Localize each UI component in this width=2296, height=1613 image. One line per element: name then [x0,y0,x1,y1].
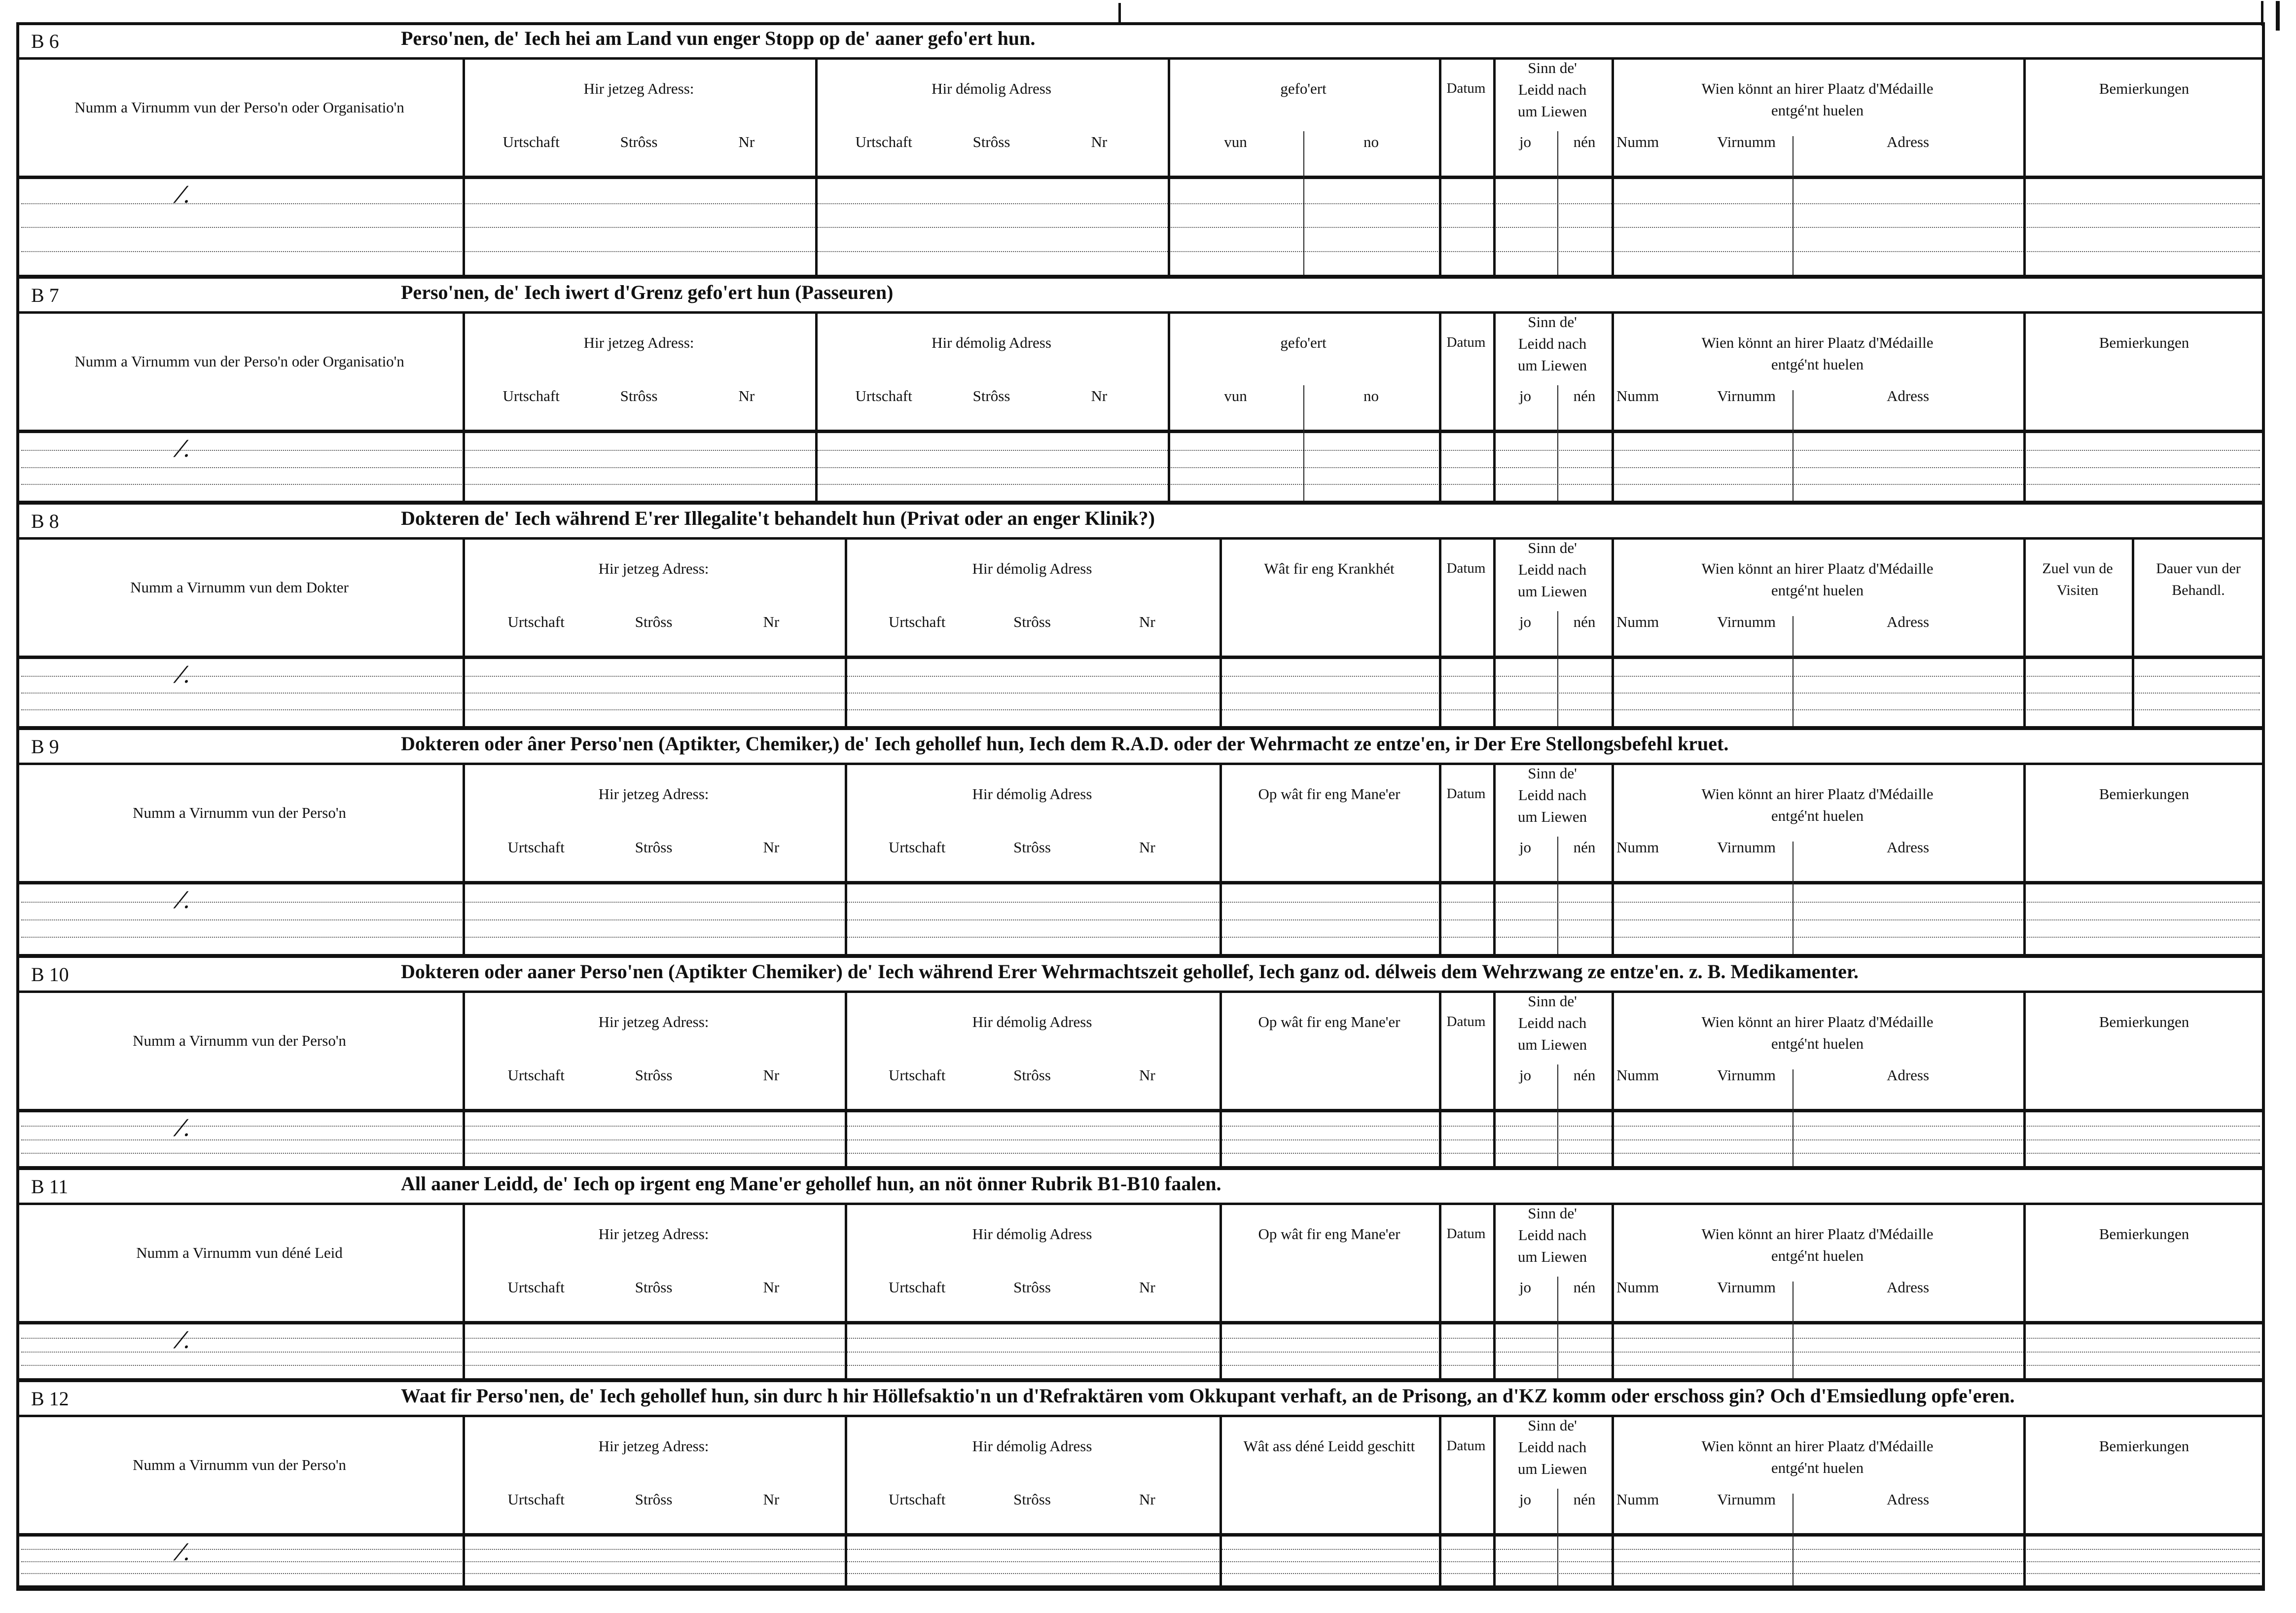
writing-line[interactable] [21,450,2260,451]
writing-line[interactable] [21,1549,2260,1550]
adress-header: Adress [1886,1491,1930,1508]
scan-mark [2276,1,2280,31]
sinn-header-1: Sinn de' [1528,992,1577,1010]
urtschaft-header: Urtschaft [888,1279,946,1296]
vun-header: vun [1224,133,1247,150]
stross-header: Strôss [635,613,673,630]
former-address-header: Hir démolig Adress [932,334,1051,351]
sinn-header-2: Leidd nach [1518,561,1587,578]
sinn-header-1: Sinn de' [1528,1417,1577,1434]
adress-header: Adress [1886,613,1930,630]
section-b10 [16,958,2265,1170]
medal-header-1: Wien könnt an hirer Plaatz d'Médaille [1701,1437,1934,1455]
stross-header: Strôss [1013,1066,1051,1084]
nr-header: Nr [1139,613,1155,630]
numm-header: Numm [1616,1066,1659,1084]
sinn-header-2: Leidd nach [1518,1438,1587,1456]
sinn-header-3: um Liewen [1517,1248,1587,1265]
jo-header: jo [1519,1491,1532,1508]
sinn-header-1: Sinn de' [1528,313,1577,330]
nr-header: Nr [1091,387,1108,404]
section-code: B 10 [31,963,69,986]
former-address-header: Hir démolig Adress [972,1013,1092,1030]
section-code: B 12 [31,1388,69,1410]
section-title: All aaner Leidd, de' Iech op irgent eng Mane'er gehollef hun, an nöt önner Rubrik B1-B10 faalen. [401,1173,1221,1195]
former-address-header: Hir démolig Adress [972,1437,1092,1455]
writing-line[interactable] [21,1573,2260,1574]
middle-column-header: Wât ass déné Leidd geschitt [1243,1437,1415,1455]
writing-line[interactable] [21,1352,2260,1353]
middle-column-header: Wât fir eng Krankhét [1264,560,1395,577]
numm-header: Numm [1616,133,1659,150]
writing-line[interactable] [21,1338,2260,1339]
jo-header: jo [1519,387,1532,404]
section-b11 [16,1170,2265,1382]
divider [16,537,2265,540]
numm-header: Numm [1616,387,1659,404]
urtschaft-header: Urtschaft [507,1279,565,1296]
writing-line[interactable] [21,1126,2260,1127]
numm-header: Numm [1616,1491,1659,1508]
nen-header: nén [1573,1279,1596,1296]
virnumm-header: Virnumm [1717,1491,1776,1508]
urtschaft-header: Urtschaft [502,133,560,150]
gefoert-header: gefo'ert [1280,334,1327,351]
scan-mark [1118,3,1121,23]
writing-line[interactable] [21,227,2260,228]
stross-header: Strôss [635,1066,673,1084]
divider [16,501,2265,505]
section-code: B 6 [31,30,59,52]
stross-header: Strôss [620,387,658,404]
writing-line[interactable] [21,937,2260,938]
present-address-header: Hir jetzeg Adress: [583,80,694,97]
section-b7 [16,279,2265,505]
present-address-header: Hir jetzeg Adress: [598,1225,709,1243]
adress-header: Adress [1886,1279,1930,1296]
writing-line[interactable] [21,709,2260,710]
section-title: Perso'nen, de' Iech hei am Land vun enger Stopp op de' aaner gefo'ert hun. [401,27,1036,49]
writing-line[interactable] [21,693,2260,694]
stross-header: Strôss [620,133,658,150]
section-b6 [16,25,2265,279]
nen-header: nén [1573,133,1596,150]
writing-line[interactable] [21,1153,2260,1154]
datum-header: Datum [1446,334,1486,350]
writing-line[interactable] [21,251,2260,252]
virnumm-header: Virnumm [1717,387,1776,404]
medal-header-2: entgé'nt huelen [1771,102,1864,119]
vun-header: vun [1224,387,1247,404]
divider [16,763,2265,765]
section-b8 [16,505,2265,730]
remarks-header: Bemierkungen [2099,1437,2189,1455]
urtschaft-header: Urtschaft [507,1066,565,1084]
divider [16,881,2265,884]
section-code: B 11 [31,1175,69,1198]
sinn-header-2: Leidd nach [1518,786,1587,804]
tick-mark: ⁄. [179,661,190,688]
adress-header: Adress [1886,387,1930,404]
urtschaft-header: Urtschaft [888,1066,946,1084]
section-title: Dokteren de' Iech während E'rer Illegalite't behandelt hun (Privat oder an enger Klinik?) [401,507,1155,529]
stross-header: Strôss [972,387,1010,404]
remarks-header: Bemierkungen [2099,1225,2189,1243]
stross-header: Strôss [1013,1491,1051,1508]
datum-header: Datum [1446,1438,1486,1454]
nr-header: Nr [763,839,780,856]
remarks-header: Bemierkungen [2099,785,2189,803]
medal-header-1: Wien könnt an hirer Plaatz d'Médaille [1701,1225,1934,1243]
tick-mark: ⁄. [179,1539,190,1566]
sinn-header-2: Leidd nach [1518,335,1587,352]
urtschaft-header: Urtschaft [507,1491,565,1508]
sinn-header-1: Sinn de' [1528,1205,1577,1222]
adress-header: Adress [1886,133,1930,150]
adress-header: Adress [1886,839,1930,856]
divider [16,57,2265,60]
remarks-header: Bemierkungen [2099,334,2189,351]
medal-header-2: entgé'nt huelen [1771,807,1864,824]
writing-line[interactable] [21,203,2260,204]
present-address-header: Hir jetzeg Adress: [598,1013,709,1030]
urtschaft-header: Urtschaft [855,133,912,150]
divider [16,176,2265,179]
tick-mark: ⁄. [179,1327,190,1354]
writing-line[interactable] [21,902,2260,903]
medal-header-2: entgé'nt huelen [1771,1247,1864,1264]
stross-header: Strôss [1013,839,1051,856]
remarks-header: Bemierkungen [2099,80,2189,97]
nen-header: nén [1573,613,1596,630]
section-title: Waat fir Perso'nen, de' Iech gehollef hun, sin durc h hir Höllefsaktio'n un d'Refraktären vom Okkupant verhaft, an de Prisong, an d'KZ komm oder erschoss gin? Och d'Emsiedlung opfe'eren. [401,1385,2015,1407]
tick-mark: ⁄. [179,182,190,208]
remarks-header: Bemierkungen [2099,1013,2189,1030]
virnumm-header: Virnumm [1717,133,1776,150]
jo-header: jo [1519,1279,1532,1296]
urtschaft-header: Urtschaft [502,387,560,404]
writing-line[interactable] [21,1365,2260,1366]
name-column-header: Numm a Virnumm vun der Perso'n [133,804,346,821]
divider [16,990,2265,993]
divider [16,656,2265,659]
sinn-header-3: um Liewen [1517,1036,1587,1053]
nr-header: Nr [763,1491,780,1508]
sinn-header-3: um Liewen [1517,808,1587,825]
section-title: Perso'nen, de' Iech iwert d'Grenz gefo'ert hun (Passeuren) [401,281,894,303]
divider [16,726,2265,730]
jo-header: jo [1519,613,1532,630]
medal-header-2: entgé'nt huelen [1771,1035,1864,1052]
present-address-header: Hir jetzeg Adress: [598,1437,709,1455]
nr-header: Nr [1139,1066,1155,1084]
gefoert-header: gefo'ert [1280,80,1327,97]
name-column-header: Numm a Virnumm vun der Perso'n [133,1032,346,1049]
middle-column-header: Op wât fir eng Mane'er [1258,1225,1400,1243]
stross-header: Strôss [1013,1279,1051,1296]
writing-line[interactable] [21,467,2260,468]
present-address-header: Hir jetzeg Adress: [583,334,694,351]
sinn-header-1: Sinn de' [1528,765,1577,782]
middle-column-header: Op wât fir eng Mane'er [1258,785,1400,803]
jo-header: jo [1519,839,1532,856]
no-header: no [1363,387,1379,404]
writing-line[interactable] [21,1561,2260,1562]
datum-header: Datum [1446,1226,1486,1242]
divider [16,954,2265,958]
stross-header: Strôss [1013,613,1051,630]
writing-line[interactable] [21,484,2260,485]
name-column-header: Numm a Virnumm vun der Perso'n oder Organisatio'n [74,353,404,370]
datum-header: Datum [1446,80,1486,96]
section-code: B 8 [31,510,59,532]
stross-header: Strôss [635,839,673,856]
medal-header-1: Wien könnt an hirer Plaatz d'Médaille [1701,1013,1934,1030]
section-b12 [16,1382,2265,1589]
sinn-header-3: um Liewen [1517,357,1587,374]
medal-header-1: Wien könnt an hirer Plaatz d'Médaille [1701,560,1934,577]
jo-header: jo [1519,1066,1532,1084]
divider [16,1166,2265,1170]
nr-header: Nr [1091,133,1108,150]
former-address-header: Hir démolig Adress [972,785,1092,803]
stross-header: Strôss [972,133,1010,150]
adress-header: Adress [1886,1066,1930,1084]
writing-line[interactable] [21,919,2260,920]
numm-header: Numm [1616,839,1659,856]
medal-header-1: Wien könnt an hirer Plaatz d'Médaille [1701,785,1934,803]
nen-header: nén [1573,1066,1596,1084]
medal-header-1: Wien könnt an hirer Plaatz d'Médaille [1701,80,1934,97]
urtschaft-header: Urtschaft [507,839,565,856]
medal-header-2: entgé'nt huelen [1771,582,1864,599]
name-column-header: Numm a Virnumm vun déné Leid [136,1244,343,1261]
sinn-header-3: um Liewen [1517,1460,1587,1477]
column-rule [1793,136,1794,275]
former-address-header: Hir démolig Adress [972,1225,1092,1243]
divider [16,311,2265,314]
name-column-header: Numm a Virnumm vun der Perso'n oder Organisatio'n [74,99,404,116]
nr-header: Nr [763,1066,780,1084]
nen-header: nén [1573,839,1596,856]
section-code: B 7 [31,284,59,306]
urtschaft-header: Urtschaft [888,1491,946,1508]
no-header: no [1363,133,1379,150]
nen-header: nén [1573,387,1596,404]
numm-header: Numm [1616,613,1659,630]
nr-header: Nr [738,387,755,404]
urtschaft-header: Urtschaft [888,613,946,630]
divider [16,1109,2265,1112]
present-address-header: Hir jetzeg Adress: [598,785,709,803]
sinn-header-1: Sinn de' [1528,59,1577,76]
divider [16,1415,2265,1417]
divider [16,1321,2265,1324]
nr-header: Nr [1139,839,1155,856]
former-address-header: Hir démolig Adress [932,80,1051,97]
medal-header-2: entgé'nt huelen [1771,1459,1864,1476]
divider [16,430,2265,433]
sinn-header-1: Sinn de' [1528,539,1577,556]
virnumm-header: Virnumm [1717,1279,1776,1296]
nr-header: Nr [763,613,780,630]
section-title: Dokteren oder âner Perso'nen (Aptikter, Chemiker,) de' Iech gehollef hun, Iech dem R.A.D. oder der Wehrmacht ze entze'en, ir Der Ere Stellongsbefehl kruet. [401,733,1729,755]
urtschaft-header: Urtschaft [507,613,565,630]
urtschaft-header: Urtschaft [888,839,946,856]
virnumm-header: Virnumm [1717,839,1776,856]
stross-header: Strôss [635,1491,673,1508]
nr-header: Nr [763,1279,780,1296]
sinn-header-2: Leidd nach [1518,1014,1587,1031]
virnumm-header: Virnumm [1717,613,1776,630]
divider [16,1378,2265,1382]
nr-header: Nr [1139,1491,1155,1508]
divider [16,1203,2265,1205]
stross-header: Strôss [635,1279,673,1296]
duration-header: Dauer vun der Behandl. [2156,560,2241,598]
section-title: Dokteren oder aaner Perso'nen (Aptikter Chemiker) de' Iech während Erer Wehrmachtszeit gehollef, Iech ganz od. délweis dem Wehrzwang ze entze'en. z. B. Medikamenter. [401,960,1859,983]
sinn-header-3: um Liewen [1517,103,1587,120]
writing-line[interactable] [21,1139,2260,1140]
section-b9 [16,730,2265,958]
sinn-header-2: Leidd nach [1518,1226,1587,1244]
datum-header: Datum [1446,560,1486,576]
present-address-header: Hir jetzeg Adress: [598,560,709,577]
name-column-header: Numm a Virnumm vun dem Dokter [130,579,349,596]
medal-header-2: entgé'nt huelen [1771,356,1864,373]
scan-mark [2261,1,2263,26]
writing-line[interactable] [21,676,2260,677]
urtschaft-header: Urtschaft [855,387,912,404]
medal-header-1: Wien könnt an hirer Plaatz d'Médaille [1701,334,1934,351]
middle-column-header: Op wât fir eng Mane'er [1258,1013,1400,1030]
virnumm-header: Virnumm [1717,1066,1776,1084]
tick-mark: ⁄. [179,436,190,462]
nen-header: nén [1573,1491,1596,1508]
nr-header: Nr [738,133,755,150]
divider [16,275,2265,279]
datum-header: Datum [1446,786,1486,802]
nr-header: Nr [1139,1279,1155,1296]
divider [16,1533,2265,1537]
visits-header: Zuel vun de Visiten [2042,560,2113,598]
datum-header: Datum [1446,1014,1486,1029]
jo-header: jo [1519,133,1532,150]
section-code: B 9 [31,735,59,758]
tick-mark: ⁄. [179,1115,190,1141]
sinn-header-3: um Liewen [1517,583,1587,600]
former-address-header: Hir démolig Adress [972,560,1092,577]
name-column-header: Numm a Virnumm vun der Perso'n [133,1456,346,1473]
sinn-header-2: Leidd nach [1518,81,1587,98]
numm-header: Numm [1616,1279,1659,1296]
divider [16,1585,2265,1589]
tick-mark: ⁄. [179,887,190,914]
